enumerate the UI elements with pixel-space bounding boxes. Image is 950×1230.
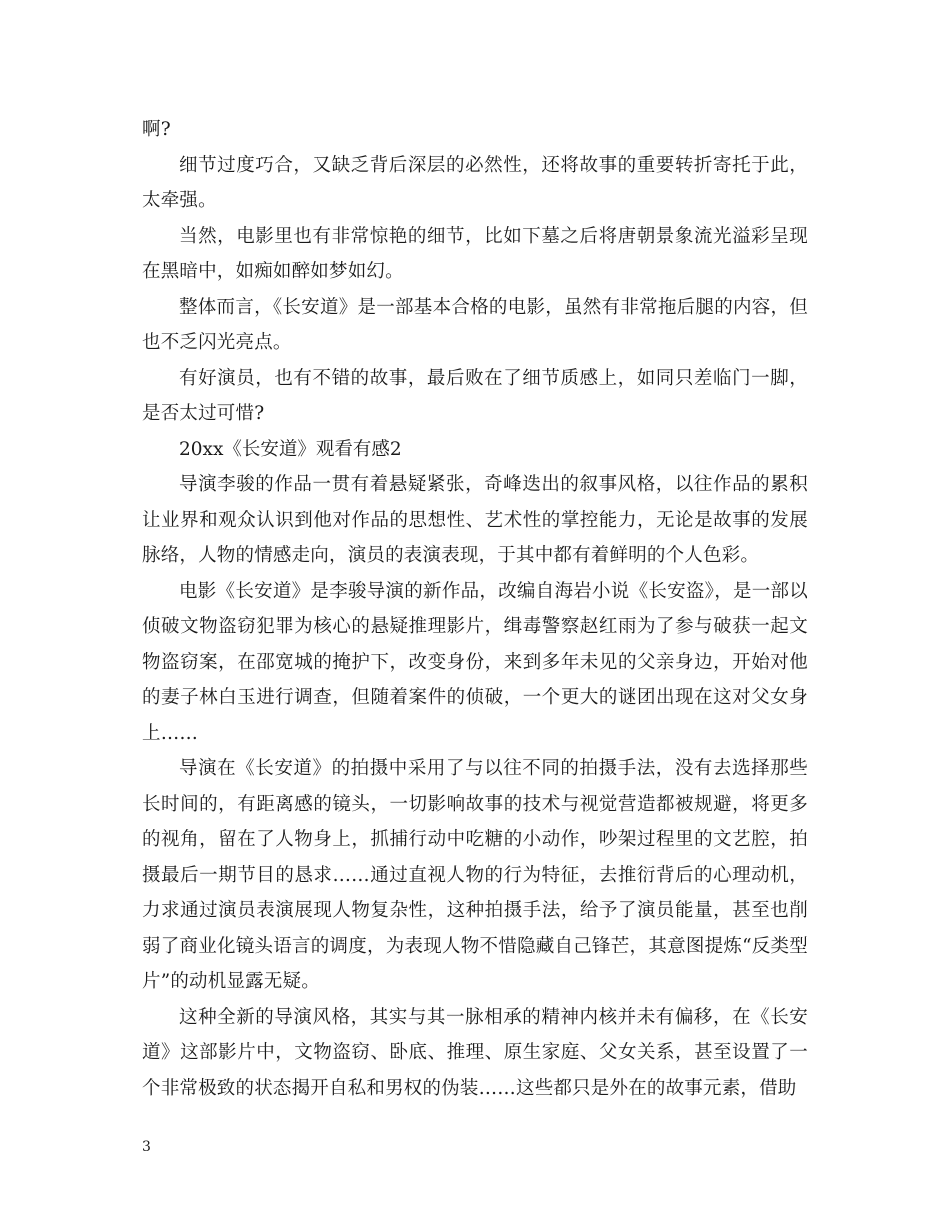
- paragraph-4: 整体而言，《长安道》是一部基本合格的电影，虽然有非常拖后腿的内容，但也不乏闪光亮点。: [142, 296, 808, 353]
- paragraph-5: 有好演员，也有不错的故事，最后败在了细节质感上，如同只差临门一脚，是否太过可惜?: [142, 367, 808, 424]
- body-text: [142, 112, 808, 1106]
- paragraph-7: 电影《长安道》是李骏导演的新作品，改编自海岩小说《长安盗》，是一部以侦破文物盗窃犯罪为核心的悬疑推理影片，缉毒警察赵红雨为了参与破获一起文物盗窃案，在邵宽城的掩护下，改变身份，来到多年未见的父亲身边，开始对他的妻子林白玉进行调查，但随着案件的侦破，一个更大的谜团出现在这对父女身上……: [142, 580, 808, 744]
- paragraph-6: 导演李骏的作品一贯有着悬疑紧张，奇峰迭出的叙事风格，以往作品的累积让业界和观众认识到他对作品的思想性、艺术性的掌控能力，无论是故事的发展脉络，人物的情感走向，演员的表演表现，于其中都有着鲜明的个人色彩。: [142, 474, 808, 566]
- page-number: 3: [142, 1139, 151, 1155]
- paragraph-1: 啊?: [142, 119, 171, 140]
- paragraph-3: 当然，电影里也有非常惊艳的细节，比如下墓之后将唐朝景象流光溢彩呈现在黑暗中，如痴如醉如梦如幻。: [142, 225, 808, 282]
- section-heading: 20xx《长安道》观看有感2: [179, 438, 402, 460]
- paragraph-9: 这种全新的导演风格，其实与其一脉相承的精神内核并未有偏移，在《长安道》这部影片中，文物盗窃、卧底、推理、原生家庭、父女关系，甚至设置了一个非常极致的状态揭开自私和男权的伪装……这些都只是外在的故事元素，借助: [142, 1006, 808, 1099]
- paragraph-2: 细节过度巧合，又缺乏背后深层的必然性，还将故事的重要转折寄托于此，太牵强。: [142, 154, 808, 211]
- paragraph-8: 导演在《长安道》的拍摄中采用了与以往不同的拍摄手法，没有去选择那些长时间的，有距离感的镜头，一切影响故事的技术与视觉营造都被规避，将更多的视角，留在了人物身上，抓捕行动中吃糖的小动作，吵架过程里的文艺腔，拍摄最后一期节目的恳求……通过直视人物的行为特征，去推衍背后的心理动机，力求通过演员表演展现人物复杂性，这种拍摄手法，给予了演员能量，甚至也削弱了商业化镜头语言的调度，为表现人物不惜隐藏自己锋芒，其意图提炼“反类型片”的动机显露无疑。: [142, 758, 808, 992]
